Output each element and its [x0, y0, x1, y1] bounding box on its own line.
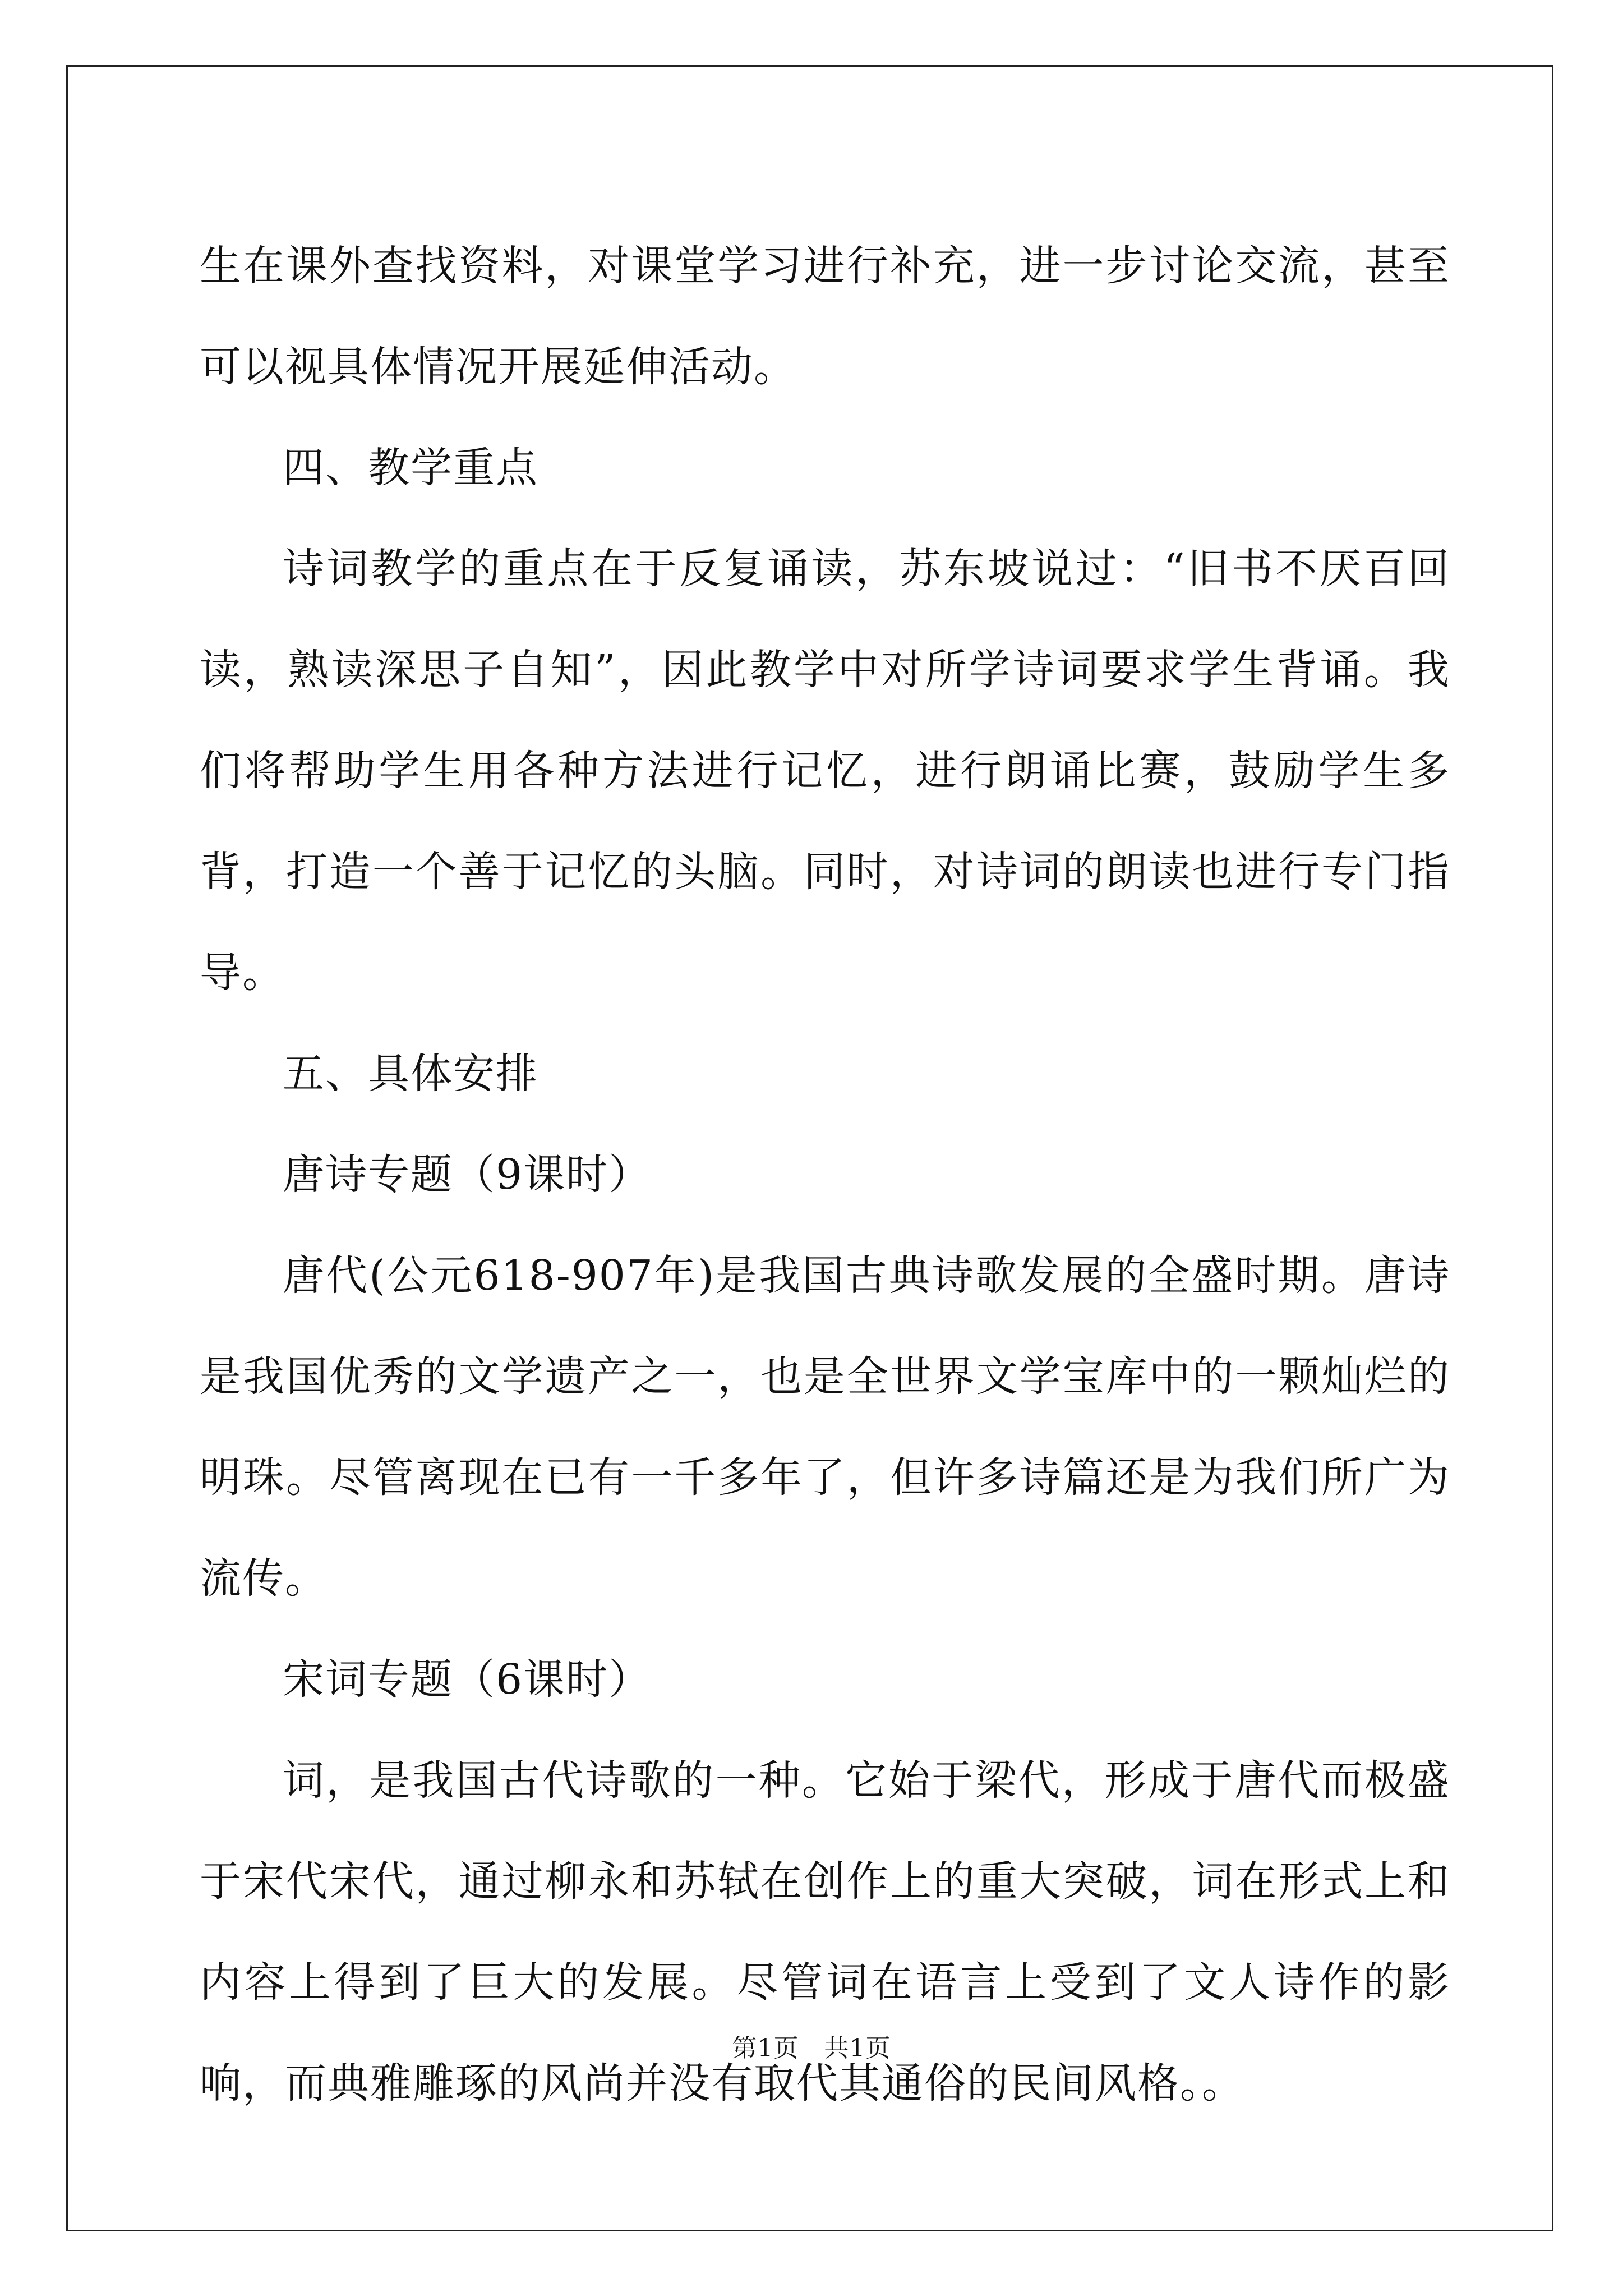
- paragraph-song-ci: 词，是我国古代诗歌的一种。它始于梁代，形成于唐代而极盛于宋代宋代，通过柳永和苏轼在创作上的重大突破，词在形式上和内容上得到了巨大的发展。尽管词在语言上受到了文人诗作的影响，而典雅雕琢的风尚并没有取代其通俗的民间风格。。: [200, 1756, 1450, 2108]
- page-number: 第1页: [732, 2034, 799, 2063]
- page-total: 共1页: [824, 2034, 891, 2063]
- heading-arrangement: 五、具体安排: [283, 1050, 538, 1098]
- heading-teaching-focus: 四、教学重点: [283, 444, 538, 492]
- paragraph-continuation: 生在课外查找资料，对课堂学习进行补充，进一步讨论交流，甚至可以视具体情况开展延伸活动。: [200, 242, 1450, 391]
- subheading-song-ci: 宋词专题（6课时）: [283, 1655, 652, 1704]
- page-footer: [0, 2032, 1623, 2065]
- paragraph-tang-poetry: 唐代(公元618-907年)是我国古典诗歌发展的全盛时期。唐诗是我国优秀的文学遗产之一，也是全世界文学宝库中的一颗灿烂的明珠。尽管离现在已有一千多年了，但许多诗篇还是为我们所广为流传。: [200, 1251, 1450, 1603]
- document-body: [200, 215, 1450, 2134]
- paragraph-teaching-focus: 诗词教学的重点在于反复诵读，苏东坡说过：“旧书不厌百回读，熟读深思子自知”，因此教学中对所学诗词要求学生背诵。我们将帮助学生用各种方法进行记忆，进行朗诵比赛，鼓励学生多背，打造一个善于记忆的头脑。同时，对诗词的朗读也进行专门指导。: [200, 545, 1450, 997]
- subheading-tang-poetry: 唐诗专题（9课时）: [283, 1151, 652, 1199]
